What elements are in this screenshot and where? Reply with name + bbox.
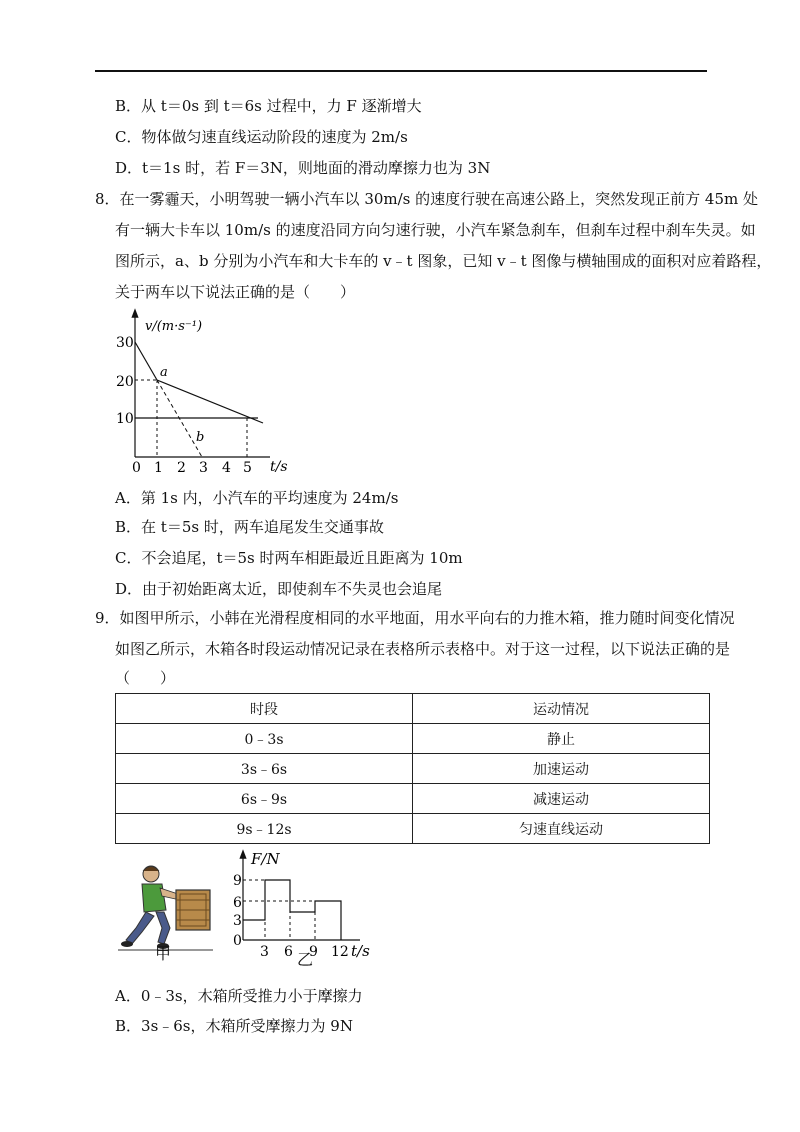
vt-graph	[110, 305, 330, 480]
table-row	[116, 814, 710, 844]
table-cell: 6s﹣9s	[116, 784, 413, 814]
table-header-cell: 运动情况	[413, 694, 710, 724]
q9-stem-line-1: 9．如图甲所示，小韩在光滑程度相同的水平地面，用水平向右的力推木箱，推力随时间变化情况	[95, 609, 735, 627]
vt-xtick-0: 0	[132, 460, 141, 476]
table-row	[116, 784, 710, 814]
q8-option-a: A．第 1s 内，小汽车的平均速度为 24m/s	[115, 489, 399, 507]
figure-label-jia: 甲	[155, 944, 172, 963]
q8-stem-line-2: 有一辆大卡车以 10m/s 的速度沿同方向匀速行驶，小汽车紧急刹车，但刹车过程中刹车失灵。如	[115, 221, 756, 239]
q9-option-b: B．3s﹣6s，木箱所受摩擦力为 9N	[115, 1017, 353, 1035]
ft-xtick-6: 6	[284, 944, 293, 960]
table-row	[116, 754, 710, 784]
ft-ylabel: F/N	[251, 850, 280, 868]
q9-stem-line-3: （ ）	[115, 669, 176, 687]
table-header-cell: 时段	[116, 694, 413, 724]
motion-table	[115, 693, 710, 844]
vt-label-a: a	[160, 365, 168, 380]
q8-stem-line-3: 图所示，a、b 分别为小汽车和大卡车的 v﹣t 图象，已知 v﹣t 图像与横轴围成的面积对应着路程，	[115, 252, 772, 270]
ft-xtick-3: 3	[260, 944, 269, 960]
vt-xtick-3: 3	[199, 460, 208, 476]
q8-option-d: D．由于初始距离太近，即使刹车不失灵也会追尾	[115, 580, 443, 598]
q7-option-d: D．t＝1s 时，若 F＝3N，则地面的滑动摩擦力也为 3N	[115, 159, 491, 177]
ft-ytick-9: 9	[233, 873, 242, 889]
table-cell: 匀速直线运动	[413, 814, 710, 844]
table-cell: 0﹣3s	[116, 724, 413, 754]
vt-xtick-4: 4	[222, 460, 231, 476]
q8-option-b: B．在 t＝5s 时，两车追尾发生交通事故	[115, 518, 384, 536]
vt-xtick-2: 2	[177, 460, 186, 476]
ft-force-curve	[243, 880, 341, 940]
ft-ytick-0: 0	[233, 933, 242, 949]
q8-stem-line-1: 8．在一雾霾天，小明驾驶一辆小汽车以 30m/s 的速度行驶在高速公路上，突然发现正前方 45m 处	[95, 190, 758, 208]
table-header-row	[116, 694, 710, 724]
table-cell: 静止	[413, 724, 710, 754]
vt-ylabel: v/(m·s⁻¹)	[145, 319, 203, 334]
q8-stem-line-4: 关于两车以下说法正确的是（ ）	[115, 283, 356, 301]
ft-xtick-12: 12	[331, 944, 349, 960]
vt-ytick-10: 10	[116, 411, 134, 427]
header-rule	[95, 70, 707, 72]
table-row	[116, 724, 710, 754]
q9-stem-line-2: 如图乙所示，木箱各时段运动情况记录在表格所示表格中。对于这一过程，以下说法正确的是	[115, 640, 731, 658]
vt-xtick-1: 1	[154, 460, 163, 476]
vt-xlabel: t/s	[270, 459, 288, 475]
table-cell: 3s﹣6s	[116, 754, 413, 784]
ft-xlabel: t/s	[351, 942, 370, 960]
q7-option-c: C．物体做匀速直线运动阶段的速度为 2m/s	[115, 128, 408, 146]
table-cell: 加速运动	[413, 754, 710, 784]
ft-ytick-6: 6	[233, 895, 242, 911]
table-cell: 减速运动	[413, 784, 710, 814]
q9-option-a: A．0﹣3s，木箱所受推力小于摩擦力	[115, 987, 363, 1005]
vt-label-b: b	[196, 430, 205, 445]
vt-car-segment-1	[135, 342, 157, 380]
q7-option-b: B．从 t＝0s 到 t＝6s 过程中，力 F 逐渐增大	[115, 97, 422, 115]
q8-option-c: C．不会追尾，t＝5s 时两车相距最近且距离为 10m	[115, 549, 463, 567]
ft-ytick-3: 3	[233, 913, 242, 929]
vt-ytick-20: 20	[116, 374, 134, 390]
vt-xtick-5: 5	[243, 460, 252, 476]
figure-label-yi: 乙	[297, 950, 314, 969]
ft-xtick-9: 9	[309, 944, 318, 960]
vt-car-line-a	[157, 380, 263, 423]
table-cell: 9s﹣12s	[116, 814, 413, 844]
vt-ytick-30: 30	[116, 335, 134, 351]
